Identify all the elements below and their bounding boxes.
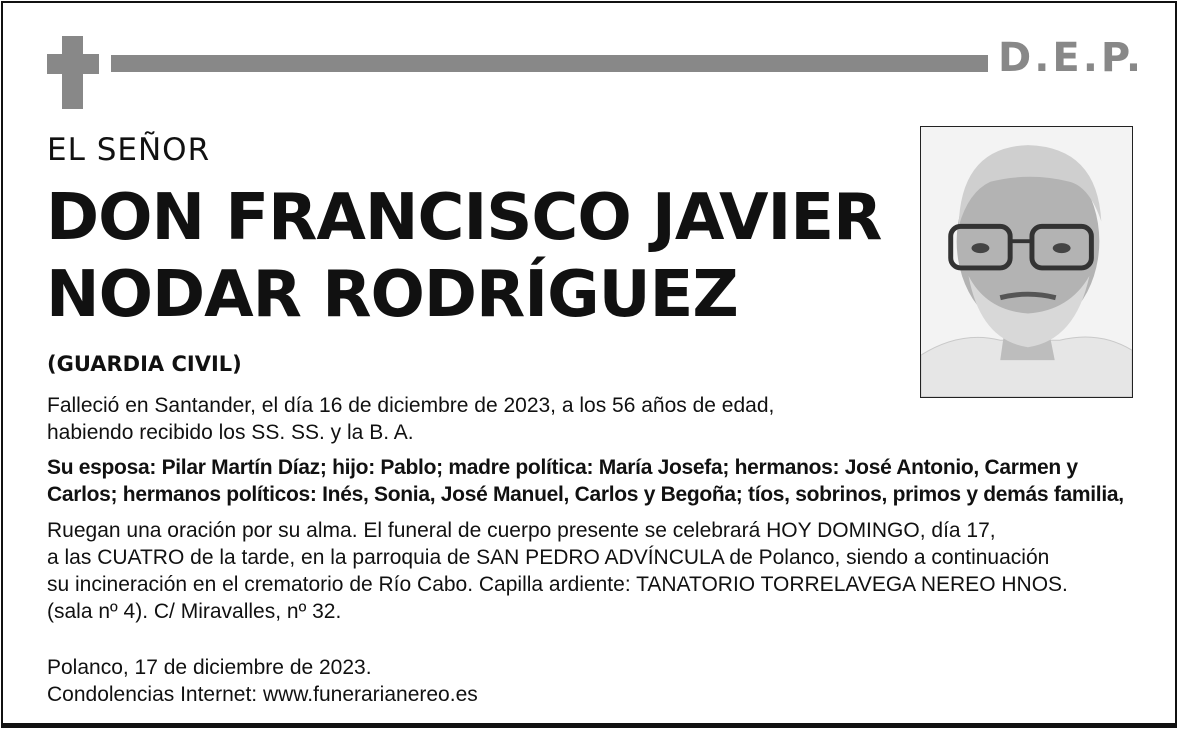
- family-paragraph: [47, 454, 1124, 508]
- funeral-line: a las CUATRO de la tarde, en la parroquia de SAN PEDRO ADVÍNCULA de Polanco, siendo a continuación: [47, 546, 1050, 569]
- deceased-name-line2: NODAR RODRÍGUEZ: [46, 258, 738, 332]
- funeral-paragraph: [47, 517, 1068, 625]
- funeral-line: (sala nº 4). C/ Miravalles, nº 32.: [47, 600, 342, 623]
- header-rule: [111, 55, 988, 72]
- footer: [47, 654, 478, 708]
- funeral-line: Ruegan una oración por su alma. El funeral de cuerpo presente se celebrará HOY DOMINGO, día 17,: [47, 519, 996, 542]
- family-line: Carlos; hermanos políticos: Inés, Sonia, José Manuel, Carlos y Begoña; tíos, sobrinos, primos y demás familia,: [47, 483, 1124, 506]
- cross-icon-horizontal: [47, 54, 99, 74]
- dep-label: D.E.P.: [998, 35, 1145, 81]
- condolences-website: Condolencias Internet: www.funerarianereo.es: [47, 683, 478, 706]
- place-date: Polanco, 17 de diciembre de 2023.: [47, 656, 372, 679]
- intro-label: EL SEÑOR: [47, 132, 211, 168]
- funeral-line: su incineración en el crematorio de Río Cabo. Capilla ardiente: TANATORIO TORRELAVEGA NEREO HNOS.: [47, 573, 1068, 596]
- death-notice-line: Falleció en Santander, el día 16 de diciembre de 2023, a los 56 años de edad,: [47, 394, 775, 417]
- death-notice-line: habiendo recibido los SS. SS. y la B. A.: [47, 421, 414, 444]
- occupation-subtitle: (GUARDIA CIVIL): [47, 352, 242, 376]
- portrait-illustration: [921, 127, 1132, 397]
- death-notice-paragraph: [47, 392, 774, 446]
- portrait-photo: [920, 126, 1133, 398]
- deceased-name-line1: DON FRANCISCO JAVIER: [46, 181, 882, 255]
- family-line: Su esposa: Pilar Martín Díaz; hijo: Pablo; madre política: María Josefa; hermanos: José Antonio, Carmen y: [47, 456, 1078, 479]
